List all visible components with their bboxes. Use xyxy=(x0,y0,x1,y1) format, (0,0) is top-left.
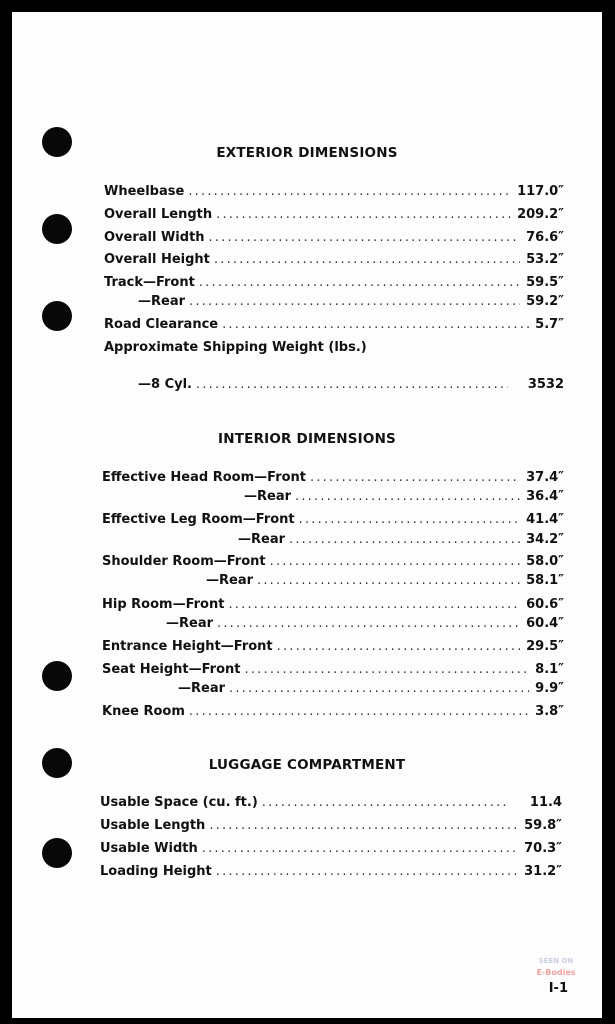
spec-content xyxy=(12,12,602,1018)
spec-value: 60.6″ xyxy=(526,597,564,612)
leader-dots xyxy=(244,660,529,680)
spec-value: 59.8″ xyxy=(524,818,562,833)
spec-row xyxy=(102,468,564,488)
spec-row xyxy=(100,816,562,836)
luggage-heading: LUGGAGE COMPARTMENT xyxy=(208,757,406,773)
interior-heading: INTERIOR DIMENSIONS xyxy=(218,431,396,447)
spec-label: Road Clearance xyxy=(104,317,219,332)
spec-value: 117.0″ xyxy=(517,184,564,199)
spec-value: 37.4″ xyxy=(526,470,564,485)
leader-dots xyxy=(217,614,520,634)
spec-row xyxy=(238,530,564,550)
spec-label: Hip Room—Front xyxy=(102,597,225,612)
spec-label: Entrance Height—Front xyxy=(102,639,273,654)
spec-row xyxy=(138,292,564,312)
leader-dots xyxy=(199,273,520,293)
leader-dots xyxy=(299,510,520,530)
leader-dots xyxy=(216,862,518,882)
leader-dots xyxy=(202,839,518,859)
spec-value: 59.5″ xyxy=(526,275,564,290)
spec-row xyxy=(102,702,564,722)
spec-row xyxy=(206,571,564,591)
watermark-top: SEEN ON xyxy=(538,957,574,965)
leader-dots xyxy=(222,315,529,335)
leader-dots xyxy=(188,182,511,202)
spec-value: 8.1″ xyxy=(535,662,564,677)
spec-label: —Rear xyxy=(138,294,186,309)
spec-value: 34.2″ xyxy=(526,532,564,547)
spec-value: 60.4″ xyxy=(526,616,564,631)
spec-row xyxy=(100,862,562,882)
spec-label: Effective Head Room—Front xyxy=(102,470,307,485)
spec-value: 3532 xyxy=(527,377,564,392)
spec-label: Shoulder Room—Front xyxy=(102,554,266,569)
spec-label: Usable Space (cu. ft.) xyxy=(100,795,258,810)
spec-row xyxy=(100,793,562,813)
spec-value: 36.4″ xyxy=(526,489,564,504)
spec-row xyxy=(104,250,564,270)
spec-label: —Rear xyxy=(166,616,214,631)
spec-label: Knee Room xyxy=(102,704,185,719)
leader-dots xyxy=(214,250,520,270)
spec-row xyxy=(102,660,564,680)
spec-label: Overall Height xyxy=(104,252,210,267)
spec-label: Overall Length xyxy=(104,207,213,222)
leader-dots xyxy=(189,702,529,722)
spec-value: 5.7″ xyxy=(535,317,564,332)
spec-label: Effective Leg Room—Front xyxy=(102,512,295,527)
spec-label: —8 Cyl. xyxy=(138,377,192,392)
leader-dots xyxy=(189,292,520,312)
leader-dots xyxy=(295,487,520,507)
spec-value: 3.8″ xyxy=(535,704,564,719)
spec-value: 41.4″ xyxy=(526,512,564,527)
watermark-logo xyxy=(530,956,582,982)
spec-row xyxy=(104,205,564,225)
spec-row xyxy=(100,839,562,859)
spec-row xyxy=(138,375,564,395)
spec-value: 31.2″ xyxy=(524,864,562,879)
spec-label: —Rear xyxy=(206,573,254,588)
leader-dots xyxy=(310,468,520,488)
spec-row xyxy=(244,487,564,507)
spec-label: Usable Length xyxy=(100,818,206,833)
spec-row xyxy=(166,614,564,634)
shipping-weight-label: Approximate Shipping Weight (lbs.) xyxy=(104,340,367,355)
leader-dots xyxy=(229,679,529,699)
spec-label: —Rear xyxy=(244,489,292,504)
leader-dots xyxy=(228,595,520,615)
leader-dots xyxy=(257,571,520,591)
leader-dots xyxy=(270,552,521,572)
leader-dots xyxy=(262,793,510,813)
spec-value: 58.0″ xyxy=(526,554,564,569)
spec-value: 76.6″ xyxy=(526,230,564,245)
spec-label: —Rear xyxy=(238,532,286,547)
spec-row xyxy=(102,510,564,530)
spec-value: 59.2″ xyxy=(526,294,564,309)
spec-value: 70.3″ xyxy=(524,841,562,856)
spec-row xyxy=(104,228,564,248)
document-page xyxy=(12,12,602,1018)
spec-row xyxy=(178,679,564,699)
spec-label: Loading Height xyxy=(100,864,212,879)
spec-value: 29.5″ xyxy=(526,639,564,654)
leader-dots xyxy=(216,205,511,225)
spec-row xyxy=(104,182,564,202)
spec-label: Overall Width xyxy=(104,230,205,245)
spec-row xyxy=(102,637,564,657)
leader-dots xyxy=(196,375,508,395)
spec-label: Track—Front xyxy=(104,275,195,290)
leader-dots xyxy=(289,530,520,550)
page-number: I-1 xyxy=(548,981,568,996)
spec-label: Usable Width xyxy=(100,841,198,856)
spec-row xyxy=(102,552,564,572)
exterior-heading: EXTERIOR DIMENSIONS xyxy=(216,145,398,161)
spec-value: 209.2″ xyxy=(517,207,564,222)
spec-label: Seat Height—Front xyxy=(102,662,241,677)
spec-label: Wheelbase xyxy=(104,184,185,199)
spec-value: 9.9″ xyxy=(535,681,564,696)
spec-value: 58.1″ xyxy=(526,573,564,588)
watermark-bottom: E-Bodies xyxy=(536,968,576,977)
leader-dots xyxy=(209,816,518,836)
spec-value: 53.2″ xyxy=(526,252,564,267)
spec-row xyxy=(104,273,564,293)
spec-label: —Rear xyxy=(178,681,226,696)
spec-row xyxy=(104,315,564,335)
spec-row xyxy=(104,338,564,358)
leader-dots xyxy=(277,637,520,657)
spec-row xyxy=(102,595,564,615)
leader-dots xyxy=(209,228,521,248)
spec-value: 11.4 xyxy=(529,795,562,810)
